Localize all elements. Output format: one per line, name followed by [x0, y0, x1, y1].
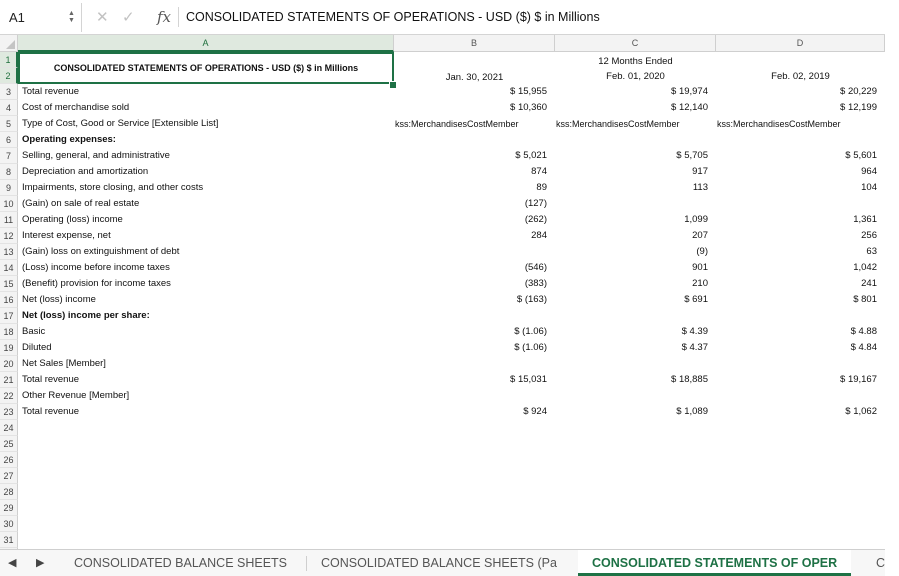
function-icon[interactable]: fx — [157, 8, 172, 26]
row-header-21[interactable]: 21 — [0, 372, 18, 388]
value-cell-b[interactable]: $ (1.06) — [514, 342, 547, 353]
value-cell-b[interactable]: (127) — [524, 198, 547, 209]
value-cell-c[interactable]: $ 691 — [684, 294, 708, 305]
row-label-cell[interactable]: Operating expenses: — [22, 134, 116, 145]
row-header-8[interactable]: 8 — [0, 164, 18, 180]
row-header-28[interactable]: 28 — [0, 484, 18, 500]
value-cell-c[interactable]: 207 — [692, 230, 708, 241]
name-box[interactable] — [0, 3, 82, 32]
value-cell-d[interactable]: kss:MerchandisesCostMember — [717, 119, 841, 129]
value-cell-b[interactable]: 874 — [531, 166, 547, 177]
row-header-24[interactable]: 24 — [0, 420, 18, 436]
row-label-cell[interactable]: Selling, general, and administrative — [22, 150, 170, 161]
cancel-icon[interactable]: ✕ — [96, 9, 109, 26]
column-header-d[interactable]: D — [716, 35, 885, 52]
value-cell-b[interactable]: (383) — [524, 278, 547, 289]
spreadsheet-grid[interactable] — [0, 35, 885, 549]
value-cell-d[interactable]: $ 5,601 — [845, 150, 877, 161]
previous-sheet-icon[interactable]: ◀ — [8, 557, 17, 569]
value-cell-c[interactable]: $ 4.37 — [681, 342, 708, 353]
row-label-cell[interactable]: Net (loss) income per share: — [22, 310, 150, 321]
row-header-14[interactable]: 14 — [0, 260, 18, 276]
value-cell-d[interactable]: $ 4.84 — [850, 342, 877, 353]
row-label-cell[interactable]: (Benefit) provision for income taxes — [22, 278, 171, 289]
value-cell-d[interactable]: 63 — [866, 246, 877, 257]
value-cell-b[interactable]: (546) — [524, 262, 547, 273]
row-header-30[interactable]: 30 — [0, 516, 18, 532]
date-header-b[interactable]: Jan. 30, 2021 — [445, 72, 504, 83]
value-cell-d[interactable]: $ 1,062 — [845, 406, 877, 417]
row-header-10[interactable]: 10 — [0, 196, 18, 212]
sheet-tab-3[interactable]: CONSOLIDATED STATEMENTS OF OPER — [578, 550, 851, 576]
formula-input[interactable]: CONSOLIDATED STATEMENTS OF OPERATIONS - USD ($) $ in Millions — [186, 10, 600, 24]
row-header-11[interactable]: 11 — [0, 212, 18, 228]
row-label-cell[interactable]: Cost of merchandise sold — [22, 102, 130, 113]
value-cell-b[interactable]: $ 10,360 — [510, 102, 547, 113]
row-header-18[interactable]: 18 — [0, 324, 18, 340]
value-cell-d[interactable]: 1,361 — [853, 214, 877, 225]
period-header-cell[interactable]: 12 Months Ended — [598, 56, 673, 67]
cell-reference: A1 — [9, 10, 25, 25]
column-header-c[interactable]: C — [555, 35, 716, 52]
row-label-cell[interactable]: Net (loss) income — [22, 294, 96, 305]
value-cell-b[interactable]: (262) — [524, 214, 547, 225]
row-header-12[interactable]: 12 — [0, 228, 18, 244]
date-header-c[interactable]: Feb. 01, 2020 — [606, 71, 665, 82]
row-label-cell[interactable]: Other Revenue [Member] — [22, 390, 130, 401]
formula-separator — [178, 7, 179, 27]
row-header-13[interactable]: 13 — [0, 244, 18, 260]
date-header-d[interactable]: Feb. 02, 2019 — [771, 71, 830, 82]
row-label-cell[interactable]: Type of Cost, Good or Service [Extensible List] — [22, 118, 219, 129]
value-cell-d[interactable]: 964 — [861, 166, 877, 177]
row-header-5[interactable]: 5 — [0, 116, 18, 132]
value-cell-b[interactable]: $ 924 — [523, 406, 547, 417]
value-cell-d[interactable]: $ 12,199 — [840, 102, 877, 113]
accept-icon[interactable]: ✓ — [122, 9, 135, 26]
row-header-1[interactable]: 1 — [0, 52, 18, 68]
value-cell-d[interactable]: $ 20,229 — [840, 86, 877, 97]
row-label-cell[interactable]: (Loss) income before income taxes — [22, 262, 170, 273]
row-header-16[interactable]: 16 — [0, 292, 18, 308]
row-label-cell[interactable]: Depreciation and amortization — [22, 166, 149, 177]
value-cell-d[interactable]: 256 — [861, 230, 877, 241]
value-cell-c[interactable]: 210 — [692, 278, 708, 289]
row-header-27[interactable]: 27 — [0, 468, 18, 484]
row-header-2[interactable]: 2 — [0, 68, 18, 84]
value-cell-b[interactable]: $ 5,021 — [515, 150, 547, 161]
row-header-31[interactable]: 31 — [0, 532, 18, 548]
row-label-cell[interactable]: Diluted — [22, 342, 52, 353]
row-label-cell[interactable]: (Gain) on sale of real estate — [22, 198, 140, 209]
row-label-cell[interactable]: Net Sales [Member] — [22, 358, 106, 369]
value-cell-b[interactable]: $ 15,955 — [510, 86, 547, 97]
row-label-cell[interactable]: Total revenue — [22, 86, 80, 97]
row-header-9[interactable]: 9 — [0, 180, 18, 196]
formula-bar — [0, 0, 885, 35]
value-cell-b[interactable]: 284 — [531, 230, 547, 241]
row-header-15[interactable]: 15 — [0, 276, 18, 292]
value-cell-c[interactable]: $ 12,140 — [671, 102, 708, 113]
row-label-cell[interactable]: Impairments, store closing, and other costs — [22, 182, 204, 193]
sheet-title-cell[interactable]: CONSOLIDATED STATEMENTS OF OPERATIONS - USD ($) $ in Millions — [53, 63, 359, 73]
row-label-cell[interactable]: Operating (loss) income — [22, 214, 123, 225]
sheet-tab-2[interactable]: CONSOLIDATED BALANCE SHEETS (Pa — [321, 556, 557, 570]
value-cell-c[interactable]: $ 5,705 — [676, 150, 708, 161]
row-header-26[interactable]: 26 — [0, 452, 18, 468]
row-header-3[interactable]: 3 — [0, 84, 18, 100]
value-cell-b[interactable]: $ (163) — [516, 294, 547, 305]
row-label-cell[interactable]: Total revenue — [22, 374, 80, 385]
value-cell-d[interactable]: 104 — [861, 182, 877, 193]
sheet-tab-bar — [0, 549, 885, 576]
value-cell-c[interactable]: $ 1,089 — [676, 406, 708, 417]
row-header-20[interactable]: 20 — [0, 356, 18, 372]
row-header-7[interactable]: 7 — [0, 148, 18, 164]
value-cell-b[interactable]: $ (1.06) — [514, 326, 547, 337]
row-label-cell[interactable]: Total revenue — [22, 406, 80, 417]
sheet-tab-4[interactable]: C — [876, 556, 886, 570]
row-header-4[interactable]: 4 — [0, 100, 18, 116]
row-label-cell[interactable]: Interest expense, net — [22, 230, 111, 241]
value-cell-b[interactable]: kss:MerchandisesCostMember — [395, 119, 519, 129]
value-cell-c[interactable]: kss:MerchandisesCostMember — [556, 119, 680, 129]
value-cell-b[interactable]: $ 15,031 — [510, 374, 547, 385]
value-cell-c[interactable]: $ 18,885 — [671, 374, 708, 385]
value-cell-c[interactable]: $ 4.39 — [681, 326, 708, 337]
row-header-19[interactable]: 19 — [0, 340, 18, 356]
row-header-23[interactable]: 23 — [0, 404, 18, 420]
tab-divider — [306, 556, 307, 571]
value-cell-c[interactable]: $ 19,974 — [671, 86, 708, 97]
column-header-a[interactable]: A — [18, 35, 394, 52]
value-cell-d[interactable]: 241 — [861, 278, 877, 289]
value-cell-d[interactable]: 1,042 — [853, 262, 877, 273]
value-cell-c[interactable]: (9) — [696, 246, 708, 257]
value-cell-d[interactable]: $ 19,167 — [840, 374, 877, 385]
value-cell-c[interactable]: 917 — [692, 166, 708, 177]
sheet-tab-1[interactable]: CONSOLIDATED BALANCE SHEETS — [74, 556, 288, 570]
select-all-corner[interactable] — [0, 35, 18, 52]
row-header-29[interactable]: 29 — [0, 500, 18, 516]
column-header-b[interactable]: B — [394, 35, 555, 52]
row-label-cell[interactable]: (Gain) loss on extinguishment of debt — [22, 246, 180, 257]
row-label-cell[interactable]: Basic — [22, 326, 46, 337]
row-header-6[interactable]: 6 — [0, 132, 18, 148]
next-sheet-icon[interactable]: ▶ — [36, 557, 45, 569]
value-cell-b[interactable]: 89 — [536, 182, 547, 193]
value-cell-c[interactable]: 1,099 — [684, 214, 708, 225]
name-box-spinner-icon[interactable]: ▲ ▼ — [68, 10, 75, 24]
row-header-17[interactable]: 17 — [0, 308, 18, 324]
value-cell-c[interactable]: 113 — [692, 182, 708, 193]
value-cell-d[interactable]: $ 4.88 — [850, 326, 877, 337]
value-cell-d[interactable]: $ 801 — [853, 294, 877, 305]
row-header-22[interactable]: 22 — [0, 388, 18, 404]
value-cell-c[interactable]: 901 — [692, 262, 708, 273]
selected-cell-outline — [18, 52, 394, 84]
row-header-25[interactable]: 25 — [0, 436, 18, 452]
